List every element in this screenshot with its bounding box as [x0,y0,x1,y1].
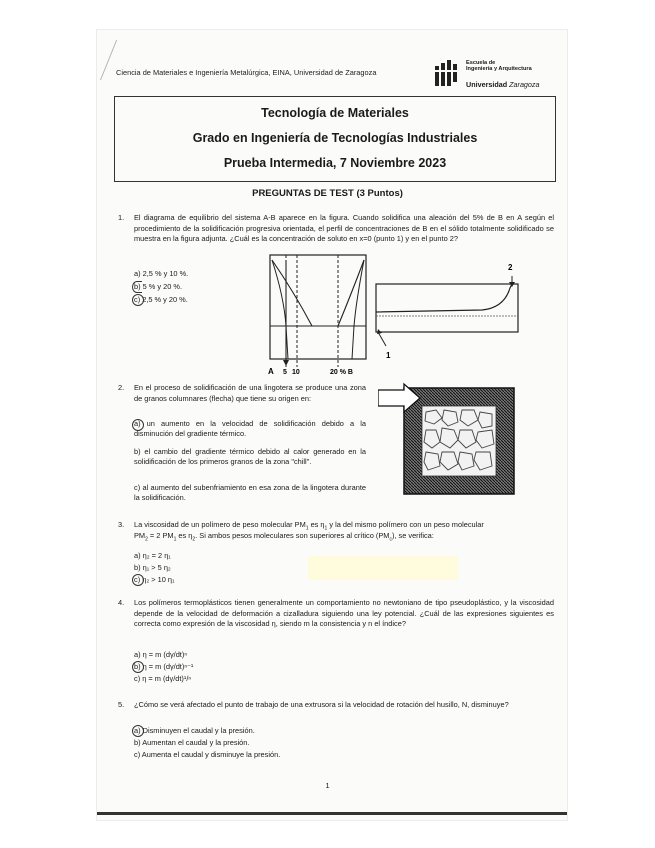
q3-line1-c: y la del mismo polímero con un peso molecular [327,520,484,529]
q3-line2-a: PM [134,531,146,540]
q2-option-b: b) el cambio del gradiente térmico debido al calor generado en la solidificación de los primeros granos de la zona "chill". [134,447,366,467]
q1-answer-mark [132,294,144,306]
phase-diagram [264,252,374,377]
q3-answer-mark [132,574,144,586]
q3-sub-2a: 2 [145,536,148,543]
q5-answer-mark [132,725,144,737]
diagram-label-20b: 20 % B [330,369,353,376]
q2-option-a: a) un aumento en la velocidad de solidificación debido a la disminución del gradiente térmico. [134,419,366,439]
q1-option-c: c) 2,5 % y 20 %. [134,295,188,304]
profile-point-1: 1 [386,351,391,360]
q3-sub-1c: 1 [173,536,177,543]
q5-option-a: a) Disminuyen el caudal y la presión. [134,726,255,735]
q3-line2-e: ), se verifica: [391,531,434,540]
q1-option-b: b) 5 % y 20 %. [134,282,183,291]
q5-number: 5. [118,700,125,709]
q1-number: 1. [118,213,125,222]
course-title: Tecnología de Materiales [261,106,409,120]
q3-line1-b: es η [308,520,325,529]
logo-line2: Ingeniería y Arquitectura [466,66,532,73]
q4-text: Los polímeros termoplásticos tienen generalmente un comportamiento no newtoniano de tipo pseudoplástico, y la viscosidad depende de la velocidad de deformación a cizalladura siguiendo una ley potencial. ¿Cuál de las expresiones siguientes es correcta como expresión de la viscosidad η, siendo m la consistencia y n el índice? [134,598,554,629]
q3-sub-1b: 1 [324,525,328,532]
q2-option-c: c) al aumento del subenfriamiento en esa zona de la lingotera durante la solidificación. [134,483,366,503]
concentration-profile [372,258,524,366]
q3-option-a: a) η₂ = 2 η₁ [134,551,171,560]
q4-answer-mark [132,661,144,673]
q2-answer-mark [132,419,144,431]
diagram-label-10: 10 [292,369,300,376]
q3-option-b: b) η₁ > 5 η₂ [134,563,171,572]
q3-number: 3. [118,520,125,529]
logo-mark-icon [432,60,462,88]
q3-option-c: c) η₂ > 10 η₁ [134,575,175,584]
q1-option-a: a) 2,5 % y 10 %. [134,269,189,278]
diagram-label-5: 5 [283,369,287,376]
q1-text: El diagrama de equilibrio del sistema A-B aparece en la figura. Cuando solidifica una aleación del 5% de B en A según el procedimiento de la solidificación progresiva orientada, el perfil de concentraciones de B en el sólido totalmente solidificado se muestra en la figura adjunta. ¿Cuál es la concentración de soluto en x=0 (punto 1) y en el punto 2? [134,213,554,244]
ingot-figure [378,380,528,500]
q3-line2-d: . Si ambos pesos moleculares son superiores al crítico (PM [195,531,390,540]
title-box [114,96,556,182]
q3-line2 [134,531,554,545]
exam-title: Prueba Intermedia, 7 Noviembre 2023 [223,156,447,170]
logo-line3b: Zaragoza [509,80,540,89]
profile-point-2: 2 [508,263,513,272]
diagram-label-a: A [268,367,274,376]
q3-sub-c: c [389,536,392,543]
logo-line1: Escuela de [466,60,496,66]
q4-option-c: c) η = m (dγ/dt)¹/ⁿ [134,674,192,683]
highlight-stain [308,556,458,580]
q2-number: 2. [118,383,125,392]
section-title: PREGUNTAS DE TEST (3 Puntos) [252,188,403,199]
q5-option-c: c) Aumenta el caudal y disminuye la presión. [134,750,281,759]
q3-sub-1a: 1 [305,525,309,532]
degree-title: Grado en Ingeniería de Tecnologías Industriales [192,131,478,145]
q3-line2-b: = 2 PM [147,531,174,540]
q1-option-b-mark [132,281,142,293]
page-number: 1 [325,781,330,790]
institution-header: Ciencia de Materiales e Ingeniería Metalúrgica, EINA, Universidad de Zaragoza [116,68,377,77]
q2-text: En el proceso de solidificación de una lingotera se produce una zona de granos columnares (flecha) que tiene su origen en: [134,383,366,403]
q3-sub-2b: 2 [192,536,196,543]
q3-line1-a: La viscosidad de un polímero de peso molecular PM [134,520,306,529]
university-logo [432,58,562,92]
q4-number: 4. [118,598,125,607]
logo-line3a: Universidad [466,80,508,89]
q5-text: ¿Cómo se verá afectado el punto de trabajo de una extrusora si la velocidad de rotación del husillo, N, disminuye? [134,700,509,709]
q4-option-a: a) η = m (dγ/dt)ⁿ [134,650,188,659]
scan-edge [97,812,567,815]
q3-line2-c: es η [176,531,193,540]
q5-option-b: b) Aumentan el caudal y la presión. [134,738,250,747]
q4-option-b: b) η = m (dγ/dt)ⁿ⁻¹ [134,662,194,671]
